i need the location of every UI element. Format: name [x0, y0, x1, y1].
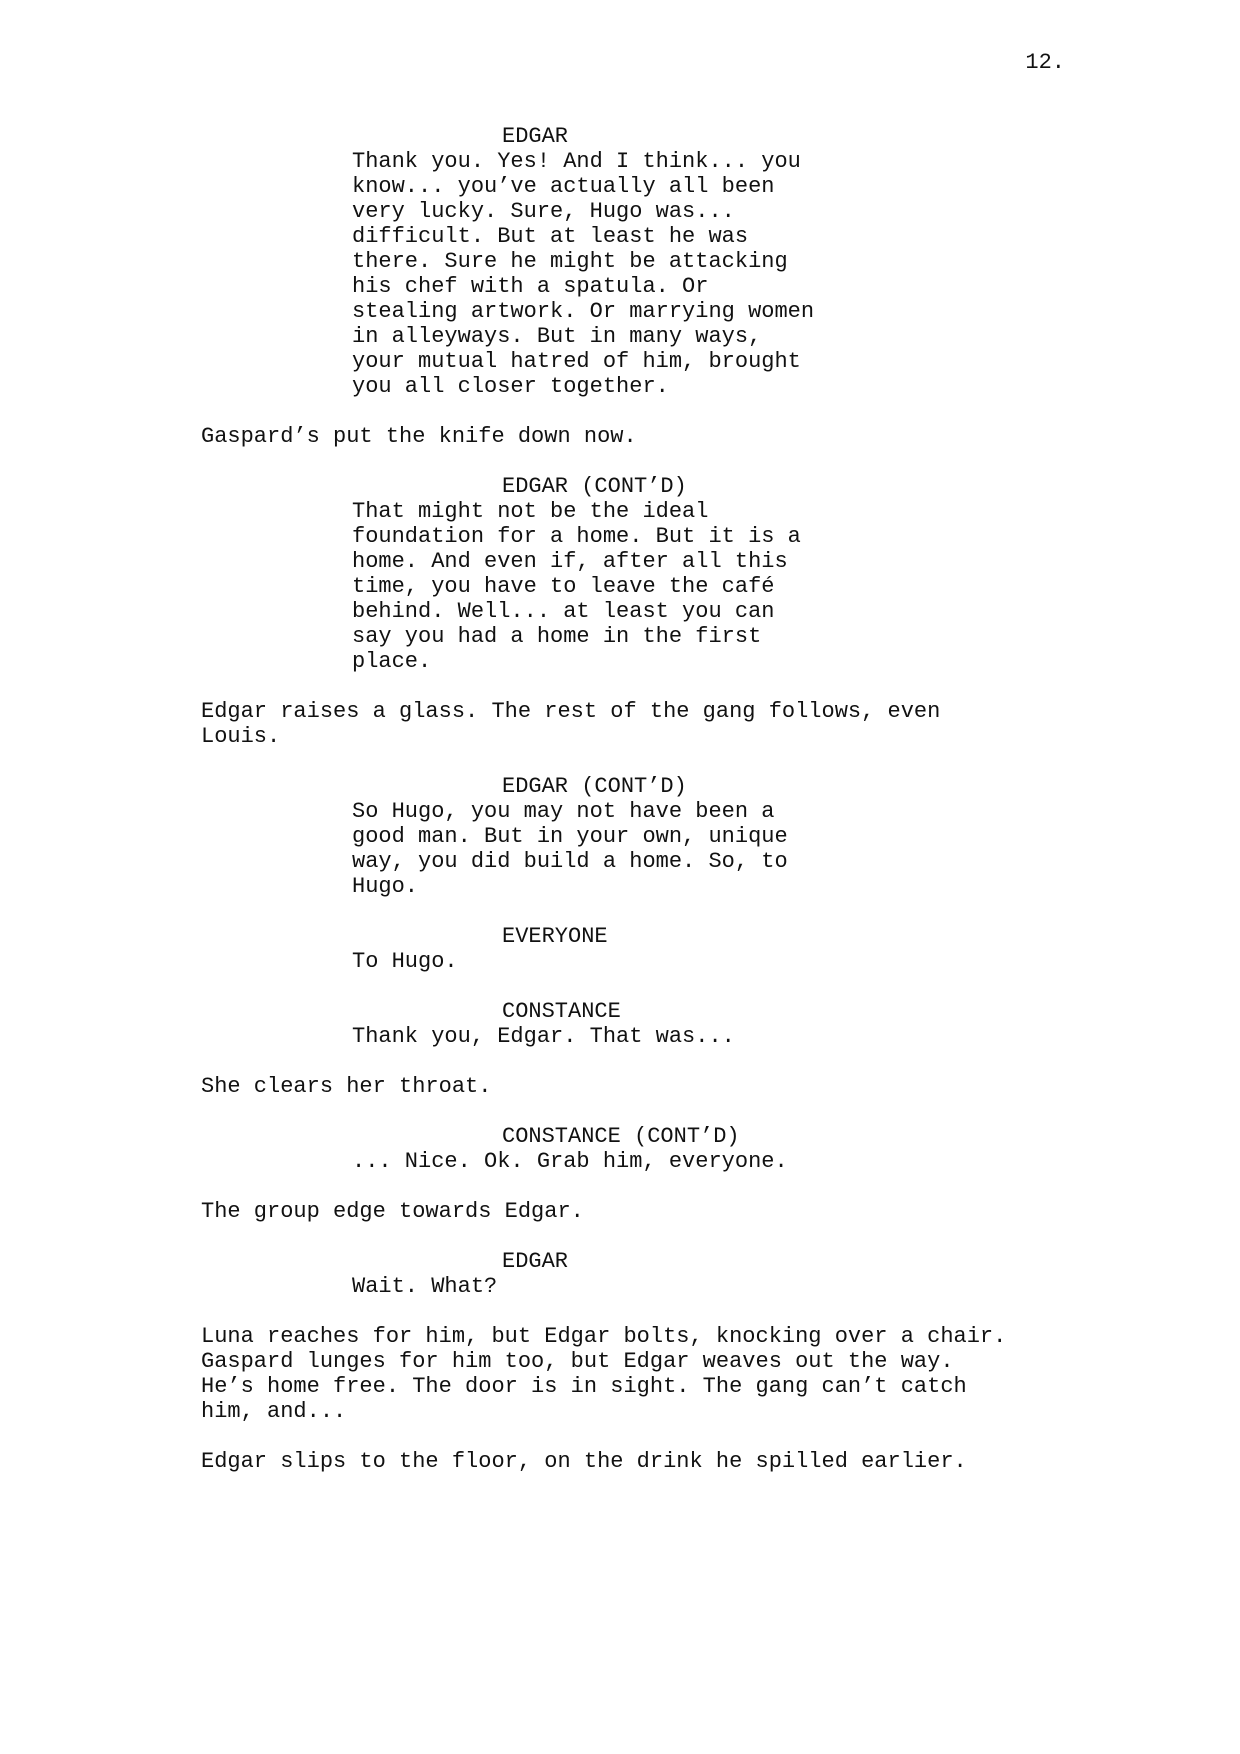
action-line: Gaspard’s put the knife down now. — [201, 424, 637, 449]
character-cue: EDGAR (CONT’D) — [502, 474, 687, 499]
character-cue: EVERYONE — [502, 924, 608, 949]
dialogue: Thank you, Edgar. That was... — [352, 1024, 735, 1049]
dialogue: So Hugo, you may not have been a good man. But in your own, unique way, you did build a home. So, to Hugo. — [352, 799, 788, 899]
spacer — [201, 1424, 1101, 1449]
character-cue: EDGAR — [502, 124, 569, 149]
spacer — [201, 974, 1101, 999]
page-number: 12. — [1025, 50, 1065, 75]
spacer — [201, 1099, 1101, 1124]
dialogue: ... Nice. Ok. Grab him, everyone. — [352, 1149, 788, 1174]
action-line: Edgar raises a glass. The rest of the gang follows, even Louis. — [201, 699, 941, 749]
dialogue: Wait. What? — [352, 1274, 498, 1299]
dialogue: That might not be the ideal foundation for a home. But it is a home. And even if, after all this time, you have to leave the café behind. Well... at least you can say you had a home in the first place. — [352, 499, 801, 674]
character-cue: EDGAR (CONT’D) — [502, 774, 687, 799]
dialogue: To Hugo. — [352, 949, 458, 974]
spacer — [201, 1174, 1101, 1199]
dialogue: Thank you. Yes! And I think... you know... you’ve actually all been very lucky. Sure, Hugo was... difficult. But at least he was there. Sure he might be attacking his chef with a spatula. Or stealing artwork. Or marrying women in alleyways. But in many ways, your mutual hatred of him, brought you all closer together. — [352, 149, 815, 399]
spacer — [201, 1299, 1101, 1324]
action-line: The group edge towards Edgar. — [201, 1199, 584, 1224]
action-line: Edgar slips to the floor, on the drink he spilled earlier. — [201, 1449, 967, 1474]
spacer — [201, 674, 1101, 699]
character-cue: CONSTANCE (CONT’D) — [502, 1124, 740, 1149]
spacer — [201, 1224, 1101, 1249]
screenplay-body — [201, 124, 1101, 1474]
character-cue: CONSTANCE — [502, 999, 621, 1024]
action-line: She clears her throat. — [201, 1074, 492, 1099]
spacer — [201, 449, 1101, 474]
spacer — [201, 1049, 1101, 1074]
spacer — [201, 899, 1101, 924]
spacer — [201, 399, 1101, 424]
spacer — [201, 749, 1101, 774]
character-cue: EDGAR — [502, 1249, 569, 1274]
action-line: Luna reaches for him, but Edgar bolts, knocking over a chair. Gaspard lunges for him too, but Edgar weaves out the way. He’s home free. The door is in sight. The gang can’t catch him, and... — [201, 1324, 1007, 1424]
